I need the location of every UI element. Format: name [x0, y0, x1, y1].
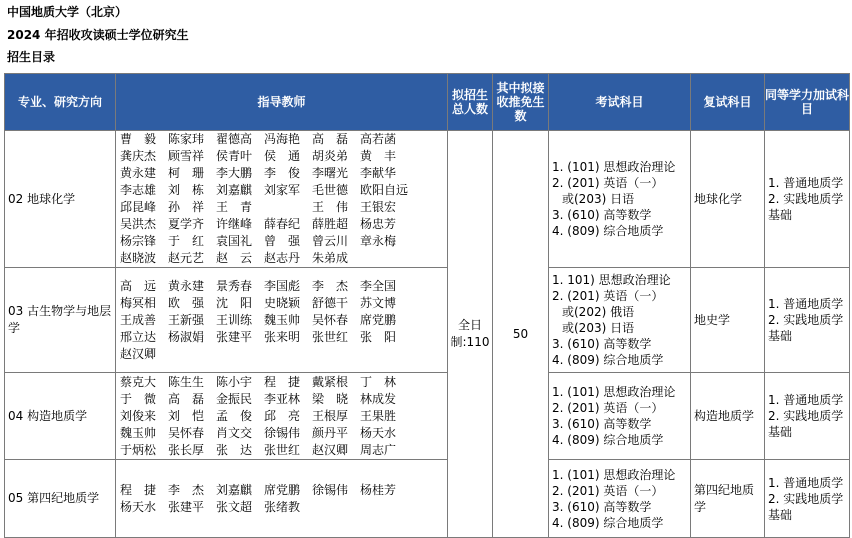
- teacher-name: 景秀春: [216, 278, 253, 293]
- table-row: [5, 373, 850, 460]
- direction-cell: 05 第四纪地质学: [5, 460, 116, 538]
- teacher-name: 薛春纪: [264, 217, 301, 231]
- teacher-name: 李 杰: [312, 278, 349, 293]
- additional-item: 2. 实践地质学: [768, 313, 844, 327]
- col-header-additional: 同等学力加试科目: [765, 74, 850, 131]
- exam-item: 或(203) 日语: [562, 192, 635, 206]
- additional-item: 1. 普通地质学: [768, 297, 844, 311]
- teacher-name: 曾 强: [264, 234, 301, 248]
- teacher-name: 张世红: [312, 329, 349, 344]
- teacher-name: 高 磊: [168, 391, 205, 406]
- teacher-name: 侯 通: [264, 149, 301, 163]
- exam-item: 2. (201) 英语（一）: [552, 401, 664, 415]
- teacher-name: 杨淑娟: [168, 329, 205, 344]
- teacher-name: 曹 毅: [120, 132, 157, 146]
- additional-subjects-cell: [765, 131, 850, 268]
- exam-subjects-cell: [549, 268, 691, 373]
- additional-item: 2. 实践地质学: [768, 491, 844, 506]
- teacher-name: 张 阳: [360, 329, 397, 344]
- teacher-name: 孙 祥: [168, 200, 205, 214]
- teacher-name: 王 青: [216, 200, 253, 214]
- teacher-name: 邱昆峰: [120, 200, 157, 214]
- retest-subject-cell: 地史学: [691, 268, 765, 373]
- exam-item: 4. (809) 综合地质学: [552, 433, 664, 447]
- teacher-name: 李大鹏: [216, 166, 253, 180]
- teacher-name: 徐锡伟: [312, 482, 349, 497]
- teacher-name: 梅冥相: [120, 295, 157, 310]
- col-header-total: 拟招生总人数: [448, 74, 493, 131]
- teacher-name: 戴紧根: [312, 374, 349, 389]
- teacher-name: 张建平: [216, 329, 253, 344]
- teacher-name: 陈小宇: [216, 374, 253, 389]
- teacher-name: 魏玉帅: [264, 312, 301, 327]
- retest-subject-cell: 构造地质学: [691, 373, 765, 460]
- additional-item: 2. 实践地质学: [768, 192, 844, 206]
- teacher-name: 杨天水: [120, 499, 157, 514]
- teacher-name: 陈家玮: [168, 132, 205, 146]
- teacher-name: 李亚林: [264, 391, 301, 406]
- additional-item: 基础: [768, 329, 793, 343]
- total-enrollment-cell: 全日制:110: [448, 131, 493, 538]
- teacher-name: 李全国: [360, 278, 397, 293]
- teacher-name: 徐锡伟: [264, 425, 301, 440]
- additional-item: 1. 普通地质学: [768, 176, 844, 190]
- exam-item: 4. (809) 综合地质学: [552, 224, 664, 238]
- teacher-name: 黄 丰: [360, 149, 397, 163]
- teacher-name: 于 红: [168, 234, 205, 248]
- teacher-name: 张长厚: [168, 442, 205, 457]
- additional-item: 1. 普通地质学: [768, 393, 844, 407]
- teacher-name: 颜丹平: [312, 425, 349, 440]
- retest-subject-cell: 地球化学: [691, 131, 765, 268]
- teacher-name: 杨桂芳: [360, 482, 397, 497]
- exam-item: 3. (610) 高等数学: [552, 337, 652, 351]
- teacher-name: 冯海艳: [264, 132, 301, 146]
- teacher-name: 张来明: [264, 329, 301, 344]
- teachers-cell: [116, 373, 448, 460]
- table-row: [5, 460, 850, 538]
- teacher-name: 程 捷: [120, 482, 157, 497]
- teacher-name: 陈生生: [168, 374, 205, 389]
- teacher-name: 刘 栋: [168, 183, 205, 197]
- teacher-name: 王 伟: [312, 200, 349, 214]
- teacher-name: 王训练: [216, 312, 253, 327]
- exam-item: 或(202) 俄语: [562, 305, 635, 319]
- teacher-name: 邢立达: [120, 329, 157, 344]
- exam-item: 1. (101) 思想政治理论: [552, 160, 676, 174]
- teacher-name: 刘嘉麒: [216, 482, 253, 497]
- teacher-name: 王根厚: [312, 408, 349, 423]
- exam-item: 3. (610) 高等数学: [552, 208, 652, 222]
- exam-item: 2. (201) 英语（一）: [552, 289, 664, 303]
- teacher-name: 李曙光: [312, 166, 349, 180]
- teacher-name: 周志广: [360, 442, 397, 457]
- teacher-name: 吴洪杰: [120, 217, 157, 231]
- teacher-name: 翟德高: [216, 132, 253, 146]
- teacher-name: 张建平: [168, 499, 205, 514]
- teacher-name: 高 远: [120, 278, 157, 293]
- teacher-name: 赵 云: [216, 251, 253, 265]
- teacher-name: 欧阳自远: [360, 183, 409, 197]
- teacher-name: 于炳松: [120, 442, 157, 457]
- teacher-name: 蔡克大: [120, 374, 157, 389]
- table-header-row: [5, 74, 850, 131]
- teacher-name: 高若菡: [360, 132, 397, 146]
- teacher-list: [120, 278, 443, 363]
- teacher-name: 程 捷: [264, 374, 301, 389]
- teacher-name: 邱 亮: [264, 408, 301, 423]
- additional-item: 2. 实践地质学: [768, 409, 844, 423]
- additional-item: 基础: [768, 208, 793, 222]
- exam-subjects-cell: [549, 460, 691, 538]
- teacher-name: 张 达: [216, 442, 253, 457]
- teacher-name: 史晓颖: [264, 295, 301, 310]
- teacher-name: 李志雄: [120, 183, 157, 197]
- exam-subjects-cell: [549, 373, 691, 460]
- teacher-name: 曾云川: [312, 234, 349, 248]
- additional-item: 基础: [768, 507, 793, 522]
- teacher-name: 林成发: [360, 391, 397, 406]
- exam-item: 1. 101) 思想政治理论: [552, 273, 671, 287]
- teacher-name: 柯 珊: [168, 166, 205, 180]
- teacher-name: 舒德干: [312, 295, 349, 310]
- additional-subjects-cell: [765, 460, 850, 538]
- teacher-name: 黄永建: [120, 166, 157, 180]
- col-header-retest: 复试科目: [691, 74, 765, 131]
- teachers-cell: [116, 268, 448, 373]
- teachers-cell: [116, 131, 448, 268]
- col-header-exams: 考试科目: [549, 74, 691, 131]
- teacher-name: 朱弟成: [312, 251, 349, 265]
- teacher-name: 赵晓波: [120, 251, 157, 265]
- additional-subjects-cell: [765, 373, 850, 460]
- university-name: 中国地质大学（北京）: [7, 5, 128, 19]
- teacher-name: 于 微: [120, 391, 157, 406]
- teacher-name: 杨忠芳: [360, 217, 397, 231]
- teacher-name: 王成善: [120, 312, 157, 327]
- exam-item: 2. (201) 英语（一）: [552, 483, 664, 498]
- teacher-name: 丁 林: [360, 374, 397, 389]
- teacher-name: 赵元艺: [168, 251, 205, 265]
- teacher-name: 金振民: [216, 391, 253, 406]
- direction-cell: 02 地球化学: [5, 131, 116, 268]
- col-header-direction: 专业、研究方向: [5, 74, 116, 131]
- teacher-name: 赵汉卿: [312, 442, 349, 457]
- teacher-name: 刘 恺: [168, 408, 205, 423]
- direction-cell: 04 构造地质学: [5, 373, 116, 460]
- teacher-list: [120, 374, 443, 459]
- teacher-name: 李献华: [360, 166, 397, 180]
- retest-subject-cell: 第四纪地质学: [691, 460, 765, 538]
- teacher-name: 梁 晓: [312, 391, 349, 406]
- teacher-name: 李国彪: [264, 278, 301, 293]
- teacher-name: 肖文交: [216, 425, 253, 440]
- teacher-name: 李 俊: [264, 166, 301, 180]
- teacher-name: 杨天水: [360, 425, 397, 440]
- teacher-name: 赵汉卿: [120, 346, 157, 361]
- teacher-name: 许继峰: [216, 217, 253, 231]
- teacher-name: 杨宗锋: [120, 234, 157, 248]
- recommended-count-cell: 50: [493, 131, 549, 538]
- teacher-name: 章永梅: [360, 234, 397, 248]
- teacher-name: 张世红: [264, 442, 301, 457]
- exam-item: 1. (101) 思想政治理论: [552, 467, 676, 482]
- teacher-name: 胡炎弟: [312, 149, 349, 163]
- teacher-name: 侯青叶: [216, 149, 253, 163]
- exam-item: 3. (610) 高等数学: [552, 417, 652, 431]
- exam-item: 3. (610) 高等数学: [552, 499, 652, 514]
- additional-item: 基础: [768, 425, 793, 439]
- teacher-name: 王新强: [168, 312, 205, 327]
- col-header-teachers: 指导教师: [116, 74, 448, 131]
- teacher-list: [120, 131, 443, 267]
- teacher-name: 赵志丹: [264, 251, 301, 265]
- teacher-name: 苏文博: [360, 295, 397, 310]
- teacher-name: 高 磊: [312, 132, 349, 146]
- teacher-name: 李 杰: [168, 482, 205, 497]
- teachers-cell: [116, 460, 448, 538]
- exam-item: 2. (201) 英语（一）: [552, 176, 664, 190]
- teacher-name: 孟 俊: [216, 408, 253, 423]
- teacher-name: 薛胜超: [312, 217, 349, 231]
- teacher-name: 龚庆杰: [120, 149, 157, 163]
- teacher-name: 席党鹏: [264, 482, 301, 497]
- exam-subjects-cell: [549, 131, 691, 268]
- teacher-name: 王果胜: [360, 408, 397, 423]
- exam-item: 1. (101) 思想政治理论: [552, 385, 676, 399]
- teacher-name: 刘嘉麒: [216, 183, 253, 197]
- exam-item: 4. (809) 综合地质学: [552, 515, 664, 530]
- direction-cell: 03 古生物学与地层学: [5, 268, 116, 373]
- teacher-name: 吴怀春: [312, 312, 349, 327]
- teacher-name: 顾雪祥: [168, 149, 205, 163]
- teacher-name: 袁国礼: [216, 234, 253, 248]
- exam-item: 4. (809) 综合地质学: [552, 353, 664, 367]
- teacher-name: 毛世德: [312, 183, 349, 197]
- teacher-name: 张文超: [216, 499, 253, 514]
- teacher-name: 刘俊来: [120, 408, 157, 423]
- teacher-name: 魏玉帅: [120, 425, 157, 440]
- teacher-list: [120, 482, 443, 516]
- enrollment-table: [4, 73, 850, 538]
- teacher-name: 沈 阳: [216, 295, 253, 310]
- teacher-name: 王银宏: [360, 200, 397, 214]
- teacher-name: 黄永建: [168, 278, 205, 293]
- additional-item: 1. 普通地质学: [768, 475, 844, 490]
- catalog-subtitle: 招生目录: [7, 50, 56, 64]
- catalog-year-title: 2024 年招收攻读硕士学位研究生: [7, 28, 189, 42]
- teacher-name: 张绪教: [264, 499, 301, 514]
- additional-subjects-cell: [765, 268, 850, 373]
- exam-item: 或(203) 日语: [562, 321, 635, 335]
- teacher-name: 吴怀春: [168, 425, 205, 440]
- table-row: [5, 131, 850, 268]
- col-header-recommended: 其中拟接收推免生数: [493, 74, 549, 131]
- table-row: [5, 268, 850, 373]
- teacher-name: 欧 强: [168, 295, 205, 310]
- teacher-name: 刘家军: [264, 183, 301, 197]
- teacher-name: 席党鹏: [360, 312, 397, 327]
- teacher-name: 夏学齐: [168, 217, 205, 231]
